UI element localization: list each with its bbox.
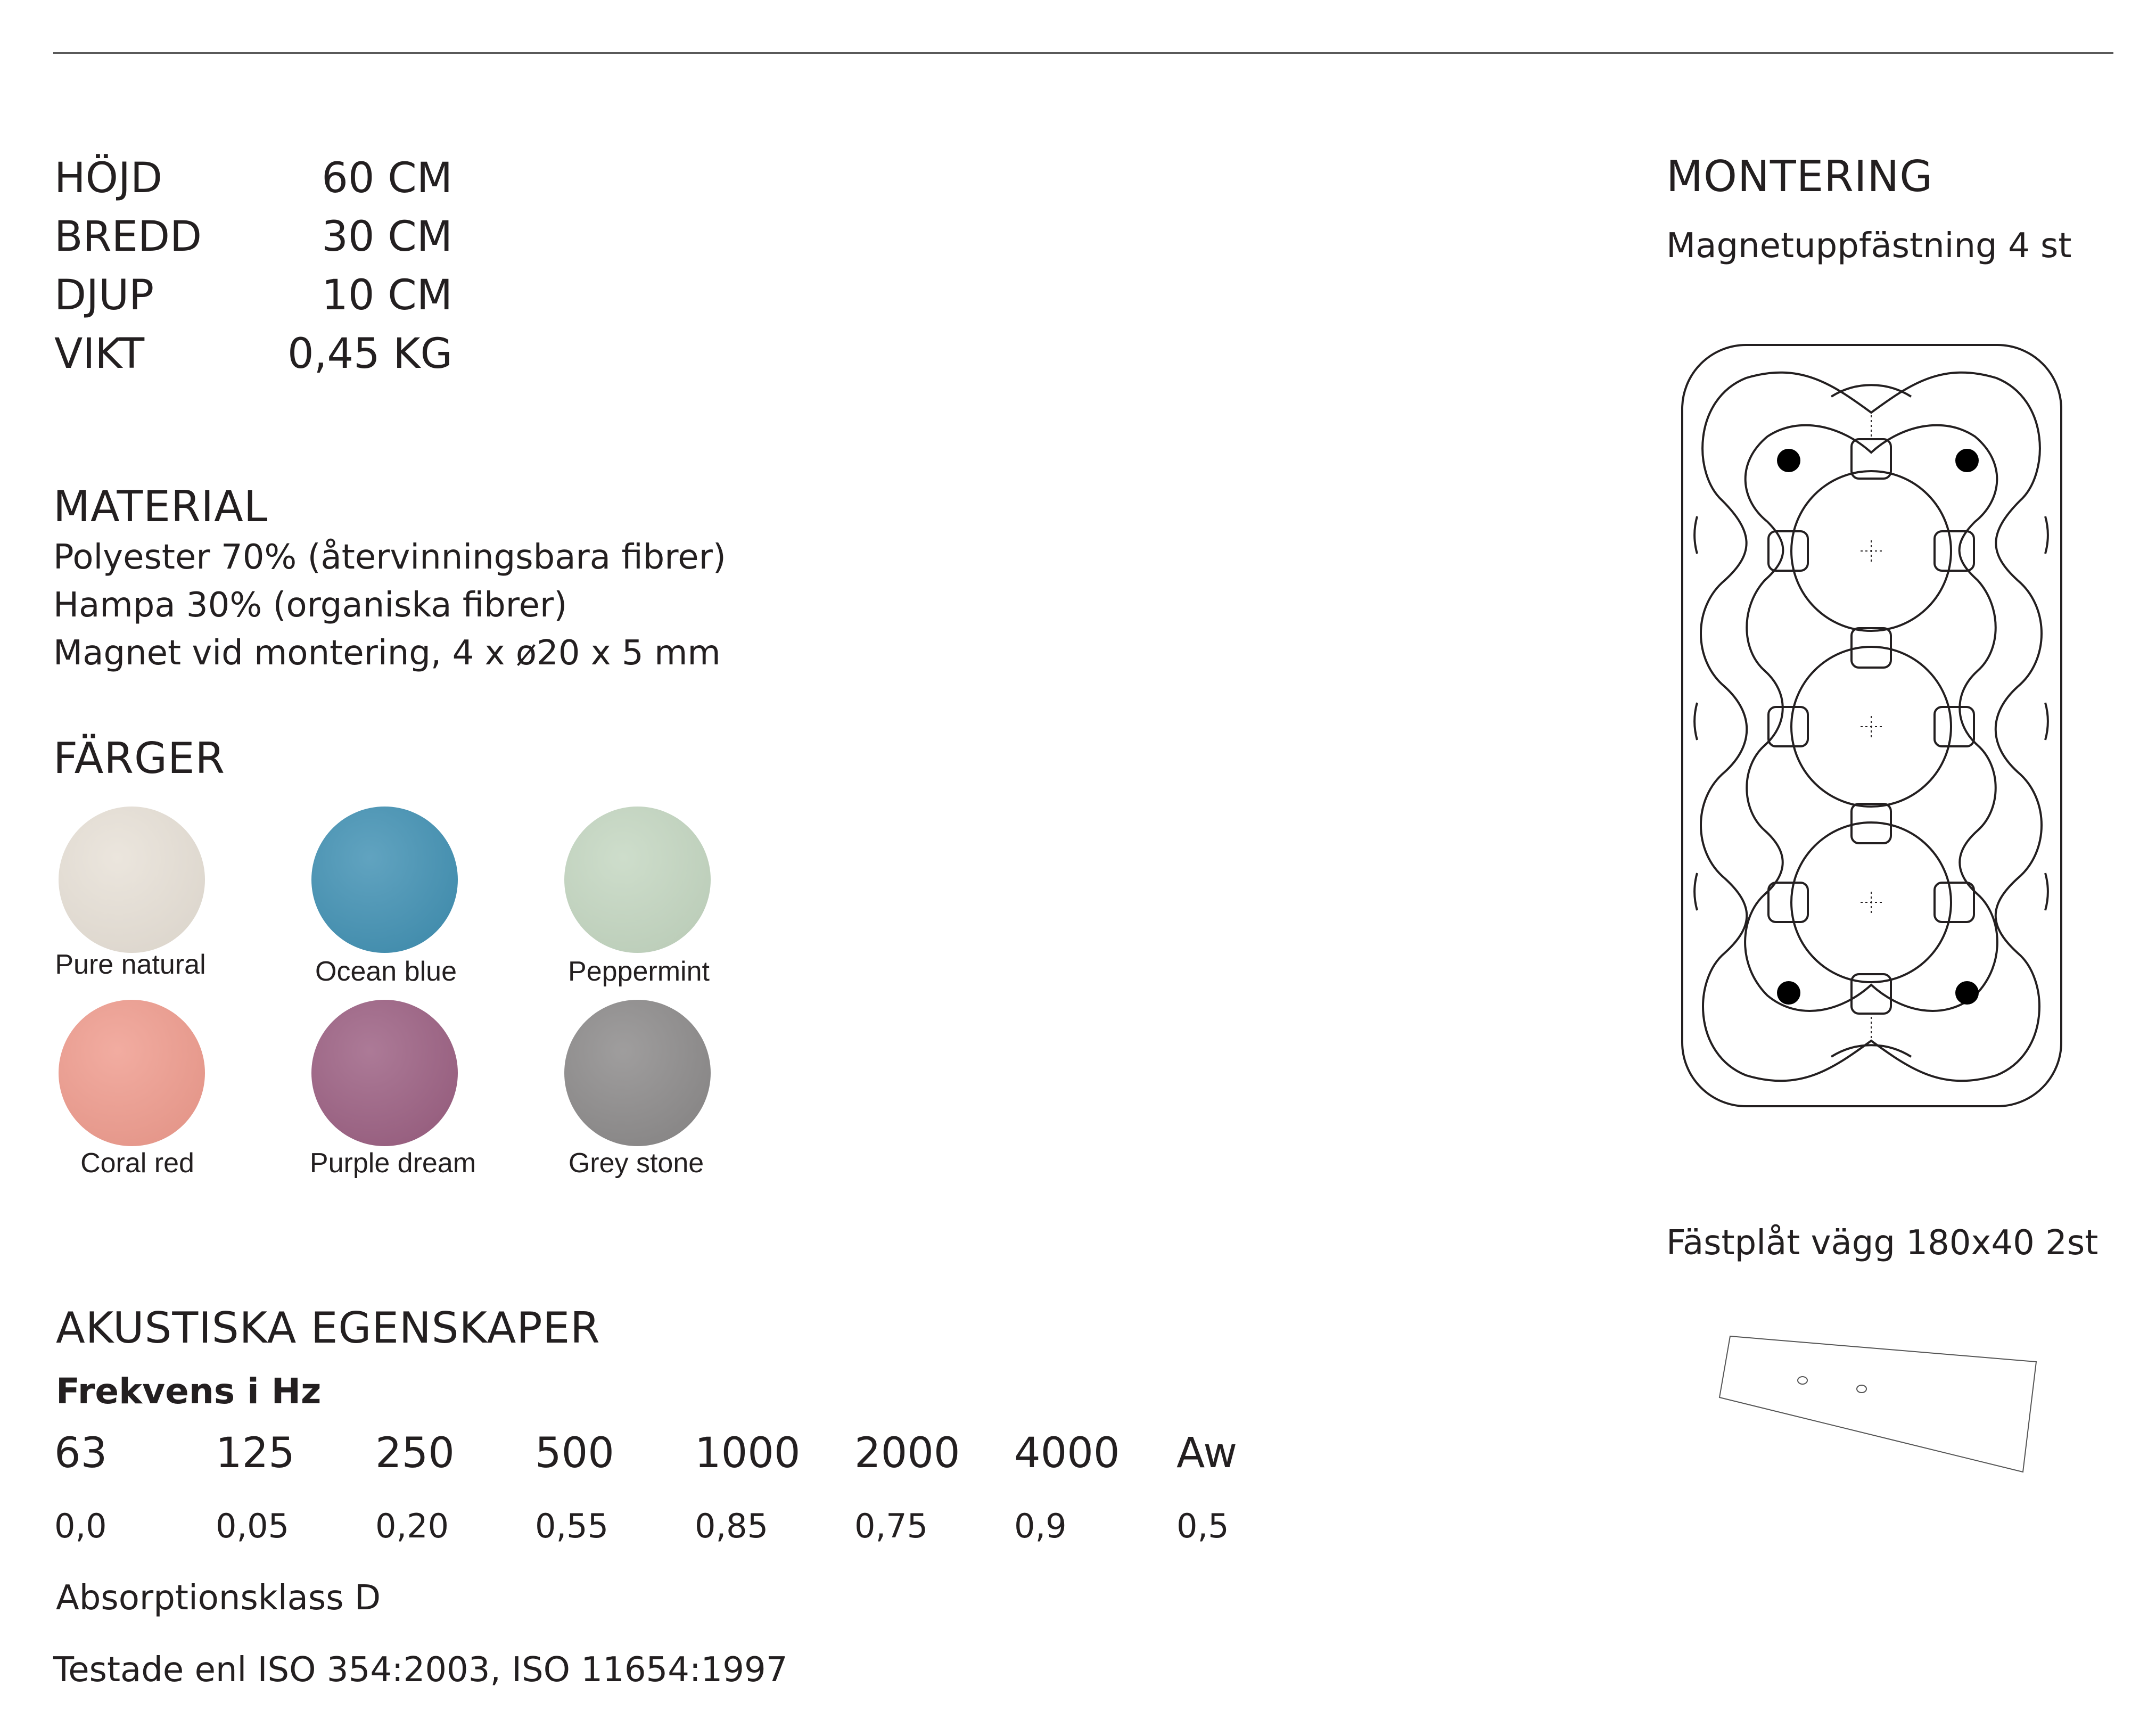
absorption-class: Absorptionsklass D: [56, 1578, 381, 1618]
swatch-peppermint: [564, 807, 711, 953]
absorption-500: 0,55: [535, 1507, 609, 1545]
swatch-purple-dream: [311, 1000, 458, 1146]
absorption-63: 0,0: [54, 1507, 107, 1545]
dimension-label-width: BREDD: [54, 213, 202, 261]
dimension-value-width: 30 CM: [322, 213, 452, 261]
dimension-value-depth: 10 CM: [322, 271, 452, 319]
colors-heading: FÄRGER: [53, 734, 226, 783]
swatch-coral-red: [59, 1000, 205, 1146]
magnet-dot-top-right: [1955, 449, 1979, 472]
swatch-label-pure-natural: Pure natural: [55, 949, 206, 980]
absorption-1000: 0,85: [695, 1507, 769, 1545]
swatch-pure-natural: [59, 807, 205, 953]
absorption-4000: 0,9: [1014, 1507, 1067, 1545]
frequency-250: 250: [375, 1429, 455, 1477]
dimension-label-height: HÖJD: [54, 154, 163, 202]
swatch-grey-stone: [564, 1000, 711, 1146]
acoustics-heading: AKUSTISKA EGENSKAPER: [56, 1303, 600, 1353]
magnet-dot-top-left: [1777, 449, 1800, 472]
material-line-magnet: Magnet vid montering, 4 x ø20 x 5 mm: [53, 633, 721, 673]
swatch-label-ocean-blue: Ocean blue: [315, 956, 457, 987]
mounting-plate: Fästplåt vägg 180x40 2st: [1666, 1223, 2099, 1263]
absorption-250: 0,20: [375, 1507, 449, 1545]
material-heading: MATERIAL: [53, 482, 268, 531]
swatch-label-purple-dream: Purple dream: [309, 1148, 476, 1179]
absorption-aw: 0,5: [1176, 1507, 1229, 1545]
material-line-hemp: Hampa 30% (organiska fibrer): [53, 586, 567, 625]
frequency-125: 125: [216, 1429, 295, 1477]
magnet-dot-bottom-left: [1777, 981, 1800, 1005]
wall-plate-drawing: [1704, 1326, 2044, 1475]
dimension-label-weight: VIKT: [54, 330, 145, 378]
frequency-4000: 4000: [1014, 1429, 1120, 1477]
panel-mounting-diagram: [1677, 341, 2066, 1113]
dimension-value-weight: 0,45 KG: [287, 330, 452, 378]
swatch-label-grey-stone: Grey stone: [568, 1148, 704, 1179]
dimension-label-depth: DJUP: [54, 271, 154, 319]
test-standard: Testade enl ISO 354:2003, ISO 11654:1997: [53, 1650, 788, 1690]
acoustics-subtitle: Frekvens i Hz: [56, 1371, 322, 1412]
material-line-polyester: Polyester 70% (återvinningsbara fibrer): [53, 538, 726, 577]
swatch-ocean-blue: [311, 807, 458, 953]
frequency-63: 63: [54, 1429, 108, 1477]
swatch-label-coral-red: Coral red: [80, 1148, 194, 1179]
absorption-125: 0,05: [216, 1507, 290, 1545]
magnet-dot-bottom-right: [1955, 981, 1979, 1005]
absorption-2000: 0,75: [854, 1507, 928, 1545]
frequency-aw: Aw: [1176, 1429, 1237, 1477]
frequency-2000: 2000: [854, 1429, 960, 1477]
swatch-label-peppermint: Peppermint: [568, 956, 710, 987]
mounting-heading: MONTERING: [1666, 152, 1933, 201]
dimension-value-height: 60 CM: [322, 154, 452, 202]
frequency-1000: 1000: [695, 1429, 801, 1477]
mounting-magnets: Magnetuppfästning 4 st: [1666, 226, 2072, 266]
top-divider: [53, 52, 2113, 54]
frequency-500: 500: [535, 1429, 614, 1477]
